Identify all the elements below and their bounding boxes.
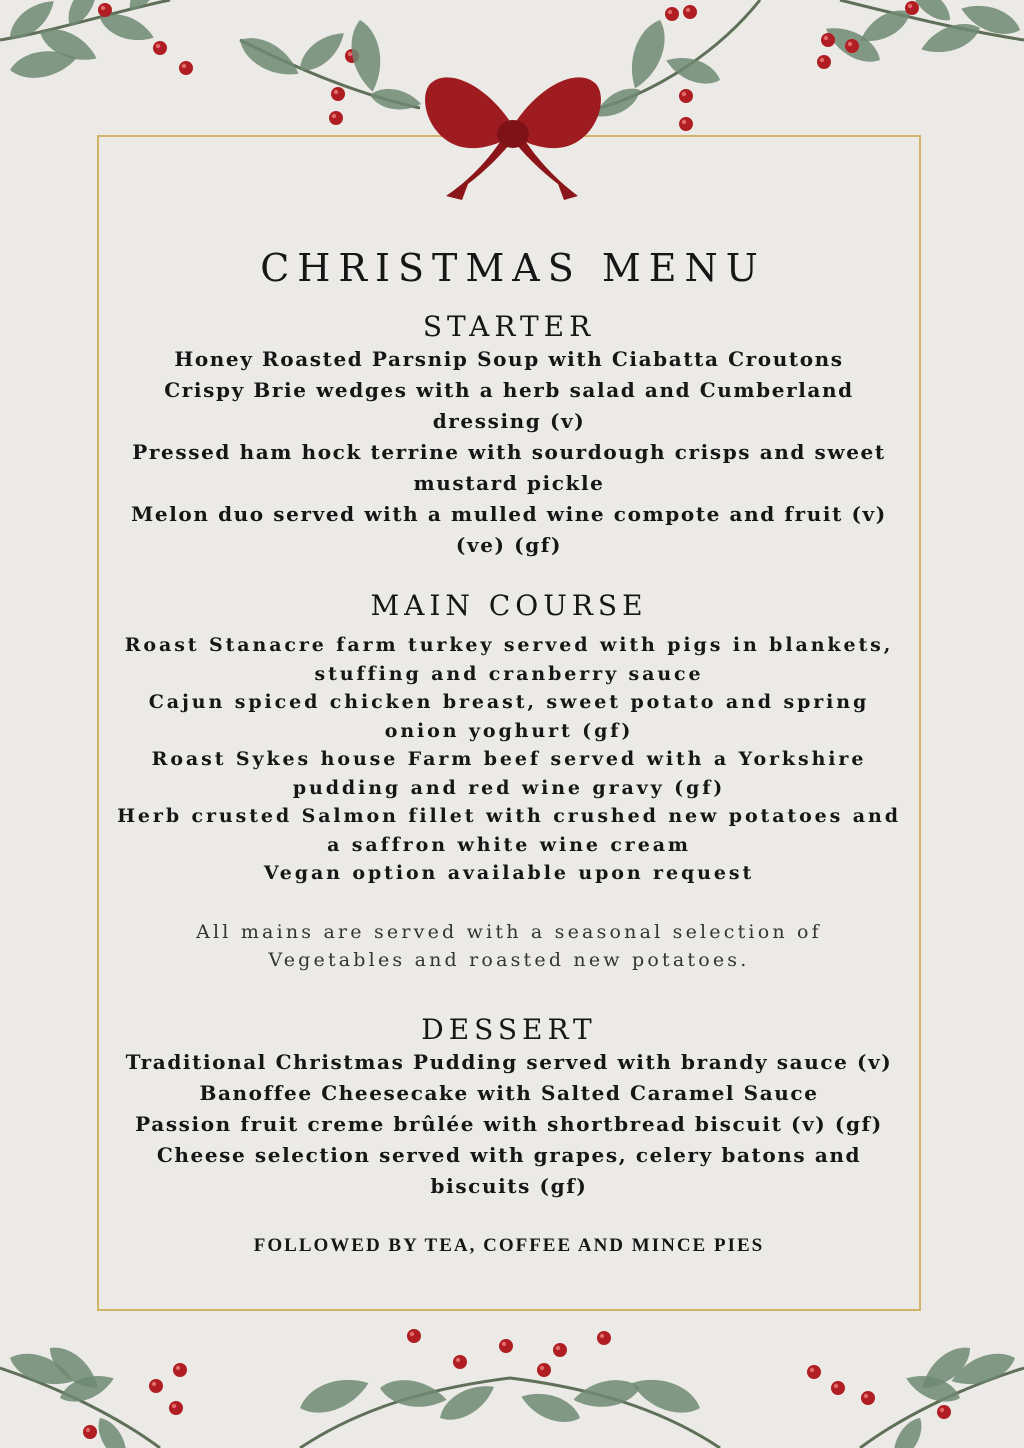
holly-foliage-icon xyxy=(0,1339,1024,1448)
red-berry-icon xyxy=(665,1,919,131)
holly-foliage-icon xyxy=(590,0,1024,124)
list-item: Traditional Christmas Pudding served with brandy sauce (v) xyxy=(125,1049,893,1074)
main-course-list xyxy=(99,631,919,888)
list-item: Passion fruit creme brûlée with shortbread biscuit (v) (gf) xyxy=(135,1111,883,1136)
list-item: Vegan option available upon request xyxy=(263,862,755,884)
list-item: Roast Sykes house Farm beef served with a Yorkshire pudding and red wine gravy (gf) xyxy=(151,748,867,799)
dessert-list xyxy=(99,1047,919,1202)
list-item: Cheese selection served with grapes, celery batons and biscuits (gf) xyxy=(156,1142,862,1198)
list-item: Banoffee Cheesecake with Salted Caramel Sauce xyxy=(199,1080,819,1105)
bottom-foliage-decoration xyxy=(0,1328,1024,1448)
red-berry-icon xyxy=(83,1329,951,1439)
starter-heading: STARTER xyxy=(422,310,596,343)
holly-foliage-icon xyxy=(234,18,423,114)
list-item: Honey Roasted Parsnip Soup with Ciabatta Croutons xyxy=(174,347,844,371)
list-item: Herb crusted Salmon fillet with crushed new potatoes and a saffron white wine cream xyxy=(117,805,901,856)
menu-content xyxy=(99,240,919,1260)
main-course-heading: MAIN COURSE xyxy=(370,589,648,622)
holly-foliage-icon xyxy=(0,0,170,83)
red-bow-icon xyxy=(418,66,608,211)
mains-note: All mains are served with a seasonal selection of Vegetables and roasted new potatoes. xyxy=(196,920,822,971)
dessert-heading: DESSERT xyxy=(421,1012,597,1046)
list-item: Crispy Brie wedges with a herb salad and Cumberland dressing (v) xyxy=(164,378,854,433)
red-berry-icon xyxy=(98,3,359,125)
list-item: Cajun spiced chicken breast, sweet potato and spring onion yoghurt (gf) xyxy=(148,691,870,742)
starter-list xyxy=(99,344,919,561)
list-item: Pressed ham hock terrine with sourdough crisps and sweet mustard pickle xyxy=(132,440,886,495)
menu-footer: FOLLOWED BY TEA, COFFEE AND MINCE PIES xyxy=(253,1234,765,1256)
list-item: Melon duo served with a mulled wine compote and fruit (v) (ve) (gf) xyxy=(131,502,887,557)
list-item: Roast Stanacre farm turkey served with pigs in blankets, stuffing and cranberry sauce xyxy=(124,634,894,685)
menu-title: CHRISTMAS MENU xyxy=(260,246,766,290)
